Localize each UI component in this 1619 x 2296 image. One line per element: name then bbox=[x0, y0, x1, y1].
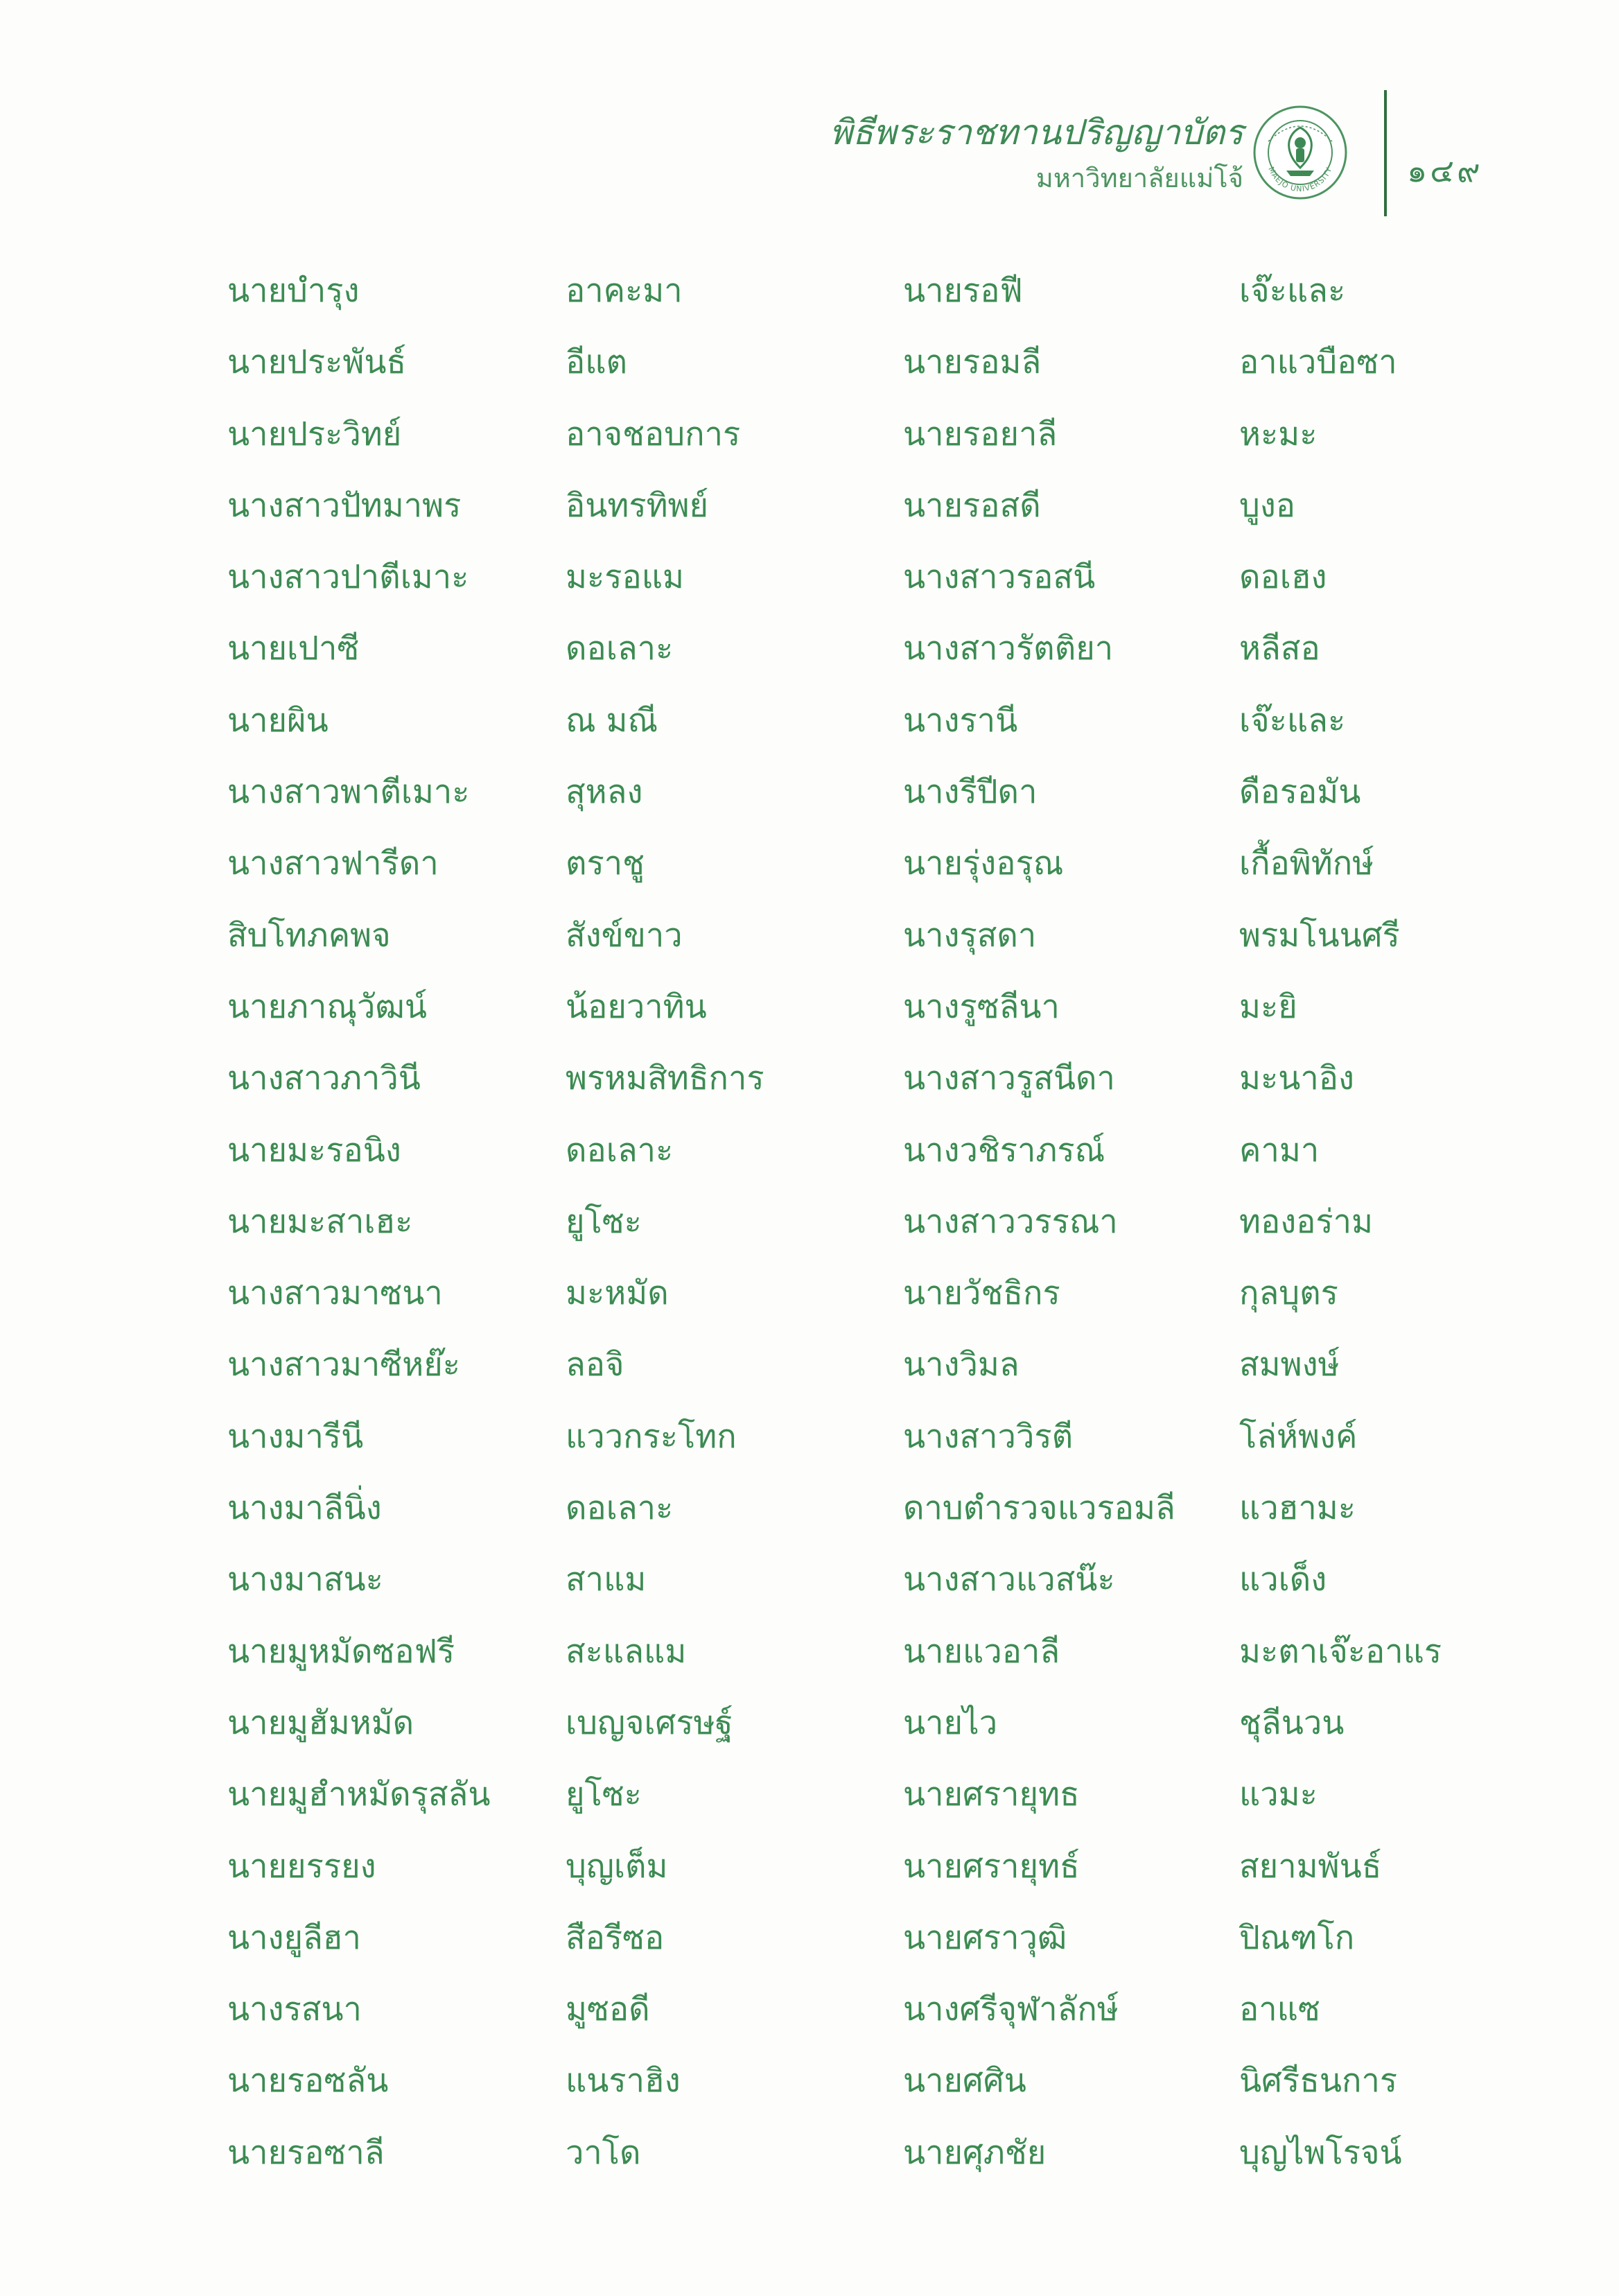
right-first-name: นายแวอาลี bbox=[903, 1632, 1060, 1671]
left-first-name: นายบำรุง bbox=[227, 272, 360, 310]
left-last-name: มูซอดี bbox=[566, 1990, 650, 2029]
right-first-name: นางศรีจุฬาลักษ์ bbox=[903, 1990, 1119, 2029]
right-first-name: นางสาวรูสนีดา bbox=[903, 1059, 1115, 1098]
right-last-name: ปิณฑโก bbox=[1239, 1918, 1355, 1957]
left-last-name: ยูโซะ bbox=[566, 1202, 642, 1241]
ceremony-title: พิธีพระราชทานปริญญาบัตร bbox=[829, 112, 1243, 153]
left-first-name: นายเปาซี bbox=[227, 629, 360, 668]
left-last-name: เบญจเศรษฐ์ bbox=[566, 1703, 733, 1742]
left-last-name: บุญเต็ม bbox=[566, 1847, 668, 1886]
page-number: ๑๔๙ bbox=[1407, 152, 1483, 189]
right-last-name: อาแวบือซา bbox=[1239, 343, 1397, 382]
left-last-name: อินทรทิพย์ bbox=[566, 486, 709, 525]
right-first-name: นางวชิราภรณ์ bbox=[903, 1131, 1105, 1169]
right-last-name: บูงอ bbox=[1239, 486, 1296, 525]
left-first-name: นางยูลีฮา bbox=[227, 1918, 361, 1957]
name-row bbox=[227, 621, 1475, 693]
right-last-name: หะมะ bbox=[1239, 415, 1318, 453]
left-last-name: ลอจิ bbox=[566, 1346, 624, 1384]
right-first-name: นายรอยาลี bbox=[903, 415, 1058, 453]
left-last-name: แนราฮิง bbox=[566, 2062, 681, 2101]
header-divider bbox=[1384, 90, 1387, 216]
left-last-name: ดอเลาะ bbox=[566, 1489, 674, 1528]
left-first-name: นางสาวมาซนา bbox=[227, 1274, 443, 1313]
right-first-name: นายรอฟี bbox=[903, 272, 1023, 310]
right-last-name: เจ๊ะและ bbox=[1239, 272, 1346, 310]
right-last-name: มะยิ bbox=[1239, 987, 1297, 1026]
left-last-name: สาแม bbox=[566, 1560, 647, 1599]
right-first-name: นางสาวรัตติยา bbox=[903, 629, 1114, 668]
name-row bbox=[227, 765, 1475, 836]
left-last-name: ดอเลาะ bbox=[566, 1131, 674, 1169]
right-last-name: มะนาอิง bbox=[1239, 1059, 1354, 1098]
right-first-name: นายศราวุฒิ bbox=[903, 1918, 1067, 1957]
right-last-name: แวเด็ง bbox=[1239, 1560, 1327, 1599]
left-last-name: วาโด bbox=[566, 2133, 641, 2172]
name-row bbox=[227, 407, 1475, 478]
left-last-name: ยูโซะ bbox=[566, 1775, 642, 1814]
name-row bbox=[227, 1696, 1475, 1767]
left-last-name: น้อยวาทิน bbox=[566, 987, 707, 1026]
right-last-name: ดอเฮง bbox=[1239, 558, 1327, 597]
right-last-name: เจ๊ะและ bbox=[1239, 701, 1346, 740]
left-first-name: นางสาวภาวินี bbox=[227, 1059, 421, 1098]
name-row bbox=[227, 2053, 1475, 2125]
name-row bbox=[227, 1409, 1475, 1481]
right-first-name: นายรุ่งอรุณ bbox=[903, 844, 1064, 883]
left-last-name: อีแต bbox=[566, 343, 628, 382]
left-first-name: นายมูฮำหมัดรุสลัน bbox=[227, 1775, 491, 1814]
left-first-name: นายผิน bbox=[227, 701, 329, 740]
right-last-name: สมพงษ์ bbox=[1239, 1346, 1340, 1384]
right-last-name: มะตาเจ๊ะอาแร bbox=[1239, 1632, 1442, 1671]
right-first-name: นายศรายุทธ์ bbox=[903, 1847, 1080, 1886]
name-row bbox=[227, 1337, 1475, 1409]
left-first-name: นางสาวปัทมาพร bbox=[227, 486, 462, 525]
right-first-name: นายวัชธิกร bbox=[903, 1274, 1060, 1313]
left-first-name: นายรอซาลี bbox=[227, 2133, 385, 2172]
left-first-name: นายรอซลัน bbox=[227, 2062, 389, 2101]
right-last-name: ชุลีนวน bbox=[1239, 1703, 1345, 1742]
name-row bbox=[227, 836, 1475, 907]
left-last-name: ตราชู bbox=[566, 844, 645, 883]
right-last-name: แวฮามะ bbox=[1239, 1489, 1356, 1528]
left-first-name: นายยรรยง bbox=[227, 1847, 376, 1886]
left-last-name: แววกระโทก bbox=[566, 1417, 737, 1456]
right-first-name: นางรูซลีนา bbox=[903, 987, 1060, 1026]
left-first-name: นางมาลีนิ่ง bbox=[227, 1489, 382, 1528]
right-last-name: หลีสอ bbox=[1239, 629, 1320, 668]
university-name: มหาวิทยาลัยแม่โจ้ bbox=[1035, 163, 1243, 193]
left-last-name: มะหมัด bbox=[566, 1274, 669, 1313]
right-first-name: นางรุสดา bbox=[903, 916, 1037, 955]
left-last-name: ณ มณี bbox=[566, 701, 658, 740]
left-last-name: มะรอแม bbox=[566, 558, 684, 597]
left-first-name: นางมารีนี bbox=[227, 1417, 364, 1456]
right-first-name: นางสาววรรณา bbox=[903, 1202, 1118, 1241]
name-row bbox=[227, 263, 1475, 335]
name-row bbox=[227, 693, 1475, 765]
page-header bbox=[818, 97, 1539, 215]
name-row bbox=[227, 1194, 1475, 1266]
right-first-name: นางรานี bbox=[903, 701, 1018, 740]
graduate-name-list bbox=[227, 263, 1475, 2197]
right-last-name: เกื้อพิทักษ์ bbox=[1239, 844, 1374, 883]
left-last-name: อาจชอบการ bbox=[566, 415, 741, 453]
right-first-name: นายรอสดี bbox=[903, 486, 1041, 525]
right-last-name: ดือรอมัน bbox=[1239, 773, 1361, 812]
name-row bbox=[227, 1266, 1475, 1337]
name-row bbox=[227, 980, 1475, 1051]
right-last-name: บุญไพโรจน์ bbox=[1239, 2133, 1402, 2172]
name-row bbox=[227, 1767, 1475, 1838]
right-last-name: คามา bbox=[1239, 1131, 1320, 1169]
seal-text: MAEJO UNIVERSITY bbox=[1266, 165, 1334, 194]
right-first-name: นายรอมลี bbox=[903, 343, 1042, 382]
name-row bbox=[227, 335, 1475, 406]
right-first-name: นายศุภชัย bbox=[903, 2133, 1047, 2172]
left-last-name: ดอเลาะ bbox=[566, 629, 674, 668]
left-last-name: สังข์ขาว bbox=[566, 916, 683, 955]
right-last-name: ทองอร่าม bbox=[1239, 1202, 1374, 1241]
left-last-name: สะแลแม bbox=[566, 1632, 687, 1671]
name-row bbox=[227, 478, 1475, 550]
right-first-name: นางสาวแวสน๊ะ bbox=[903, 1560, 1115, 1599]
left-first-name: สิบโทภคพจ bbox=[227, 916, 391, 955]
name-row bbox=[227, 1552, 1475, 1624]
right-first-name: นายศศิน bbox=[903, 2062, 1026, 2101]
name-row bbox=[227, 1123, 1475, 1194]
left-first-name: นายมูหมัดซอฟรี bbox=[227, 1632, 455, 1671]
left-first-name: นายมะสาเฮะ bbox=[227, 1202, 413, 1241]
left-first-name: นายประพันธ์ bbox=[227, 343, 407, 382]
name-row bbox=[227, 908, 1475, 980]
name-row bbox=[227, 1982, 1475, 2053]
right-first-name: นางวิมล bbox=[903, 1346, 1019, 1384]
left-first-name: นายประวิทย์ bbox=[227, 415, 402, 453]
left-last-name: อาคะมา bbox=[566, 272, 683, 310]
right-first-name: นายไว bbox=[903, 1703, 998, 1742]
left-first-name: นางรสนา bbox=[227, 1990, 362, 2029]
right-first-name: นางสาวรอสนี bbox=[903, 558, 1096, 597]
name-row bbox=[227, 1481, 1475, 1552]
name-row bbox=[227, 2125, 1475, 2197]
left-last-name: สุหลง bbox=[566, 773, 643, 812]
right-first-name: ดาบตำรวจแวรอมลี bbox=[903, 1489, 1175, 1528]
left-first-name: นางมาสนะ bbox=[227, 1560, 383, 1599]
university-seal-icon bbox=[1252, 104, 1349, 201]
right-first-name: นายศรายุทธ bbox=[903, 1775, 1080, 1814]
name-row bbox=[227, 1624, 1475, 1696]
name-row bbox=[227, 1911, 1475, 1982]
left-first-name: นายภาณุวัฒน์ bbox=[227, 987, 428, 1026]
right-last-name: แวมะ bbox=[1239, 1775, 1318, 1814]
right-last-name: อาแซ bbox=[1239, 1990, 1320, 2029]
right-last-name: นิศรีธนการ bbox=[1239, 2062, 1398, 2101]
name-row bbox=[227, 1051, 1475, 1122]
name-row bbox=[227, 550, 1475, 621]
left-first-name: นายมูฮัมหมัด bbox=[227, 1703, 414, 1742]
left-first-name: นางสาวมาซีหย๊ะ bbox=[227, 1346, 460, 1384]
left-first-name: นางสาวฟารีดา bbox=[227, 844, 439, 883]
left-last-name: สือรีซอ bbox=[566, 1918, 665, 1957]
right-last-name: กุลบุตร bbox=[1239, 1274, 1338, 1313]
name-row bbox=[227, 1839, 1475, 1911]
right-last-name: พรมโนนศรี bbox=[1239, 916, 1400, 955]
left-first-name: นางสาวปาตีเมาะ bbox=[227, 558, 469, 597]
left-last-name: พรหมสิทธิการ bbox=[566, 1059, 764, 1098]
right-first-name: นางสาววิรตี bbox=[903, 1417, 1074, 1456]
left-first-name: นางสาวพาตีเมาะ bbox=[227, 773, 470, 812]
left-first-name: นายมะรอนิง bbox=[227, 1131, 401, 1169]
right-first-name: นางรีปีดา bbox=[903, 773, 1038, 812]
right-last-name: สยามพันธ์ bbox=[1239, 1847, 1382, 1886]
right-last-name: โล่ห์พงค์ bbox=[1239, 1417, 1358, 1456]
